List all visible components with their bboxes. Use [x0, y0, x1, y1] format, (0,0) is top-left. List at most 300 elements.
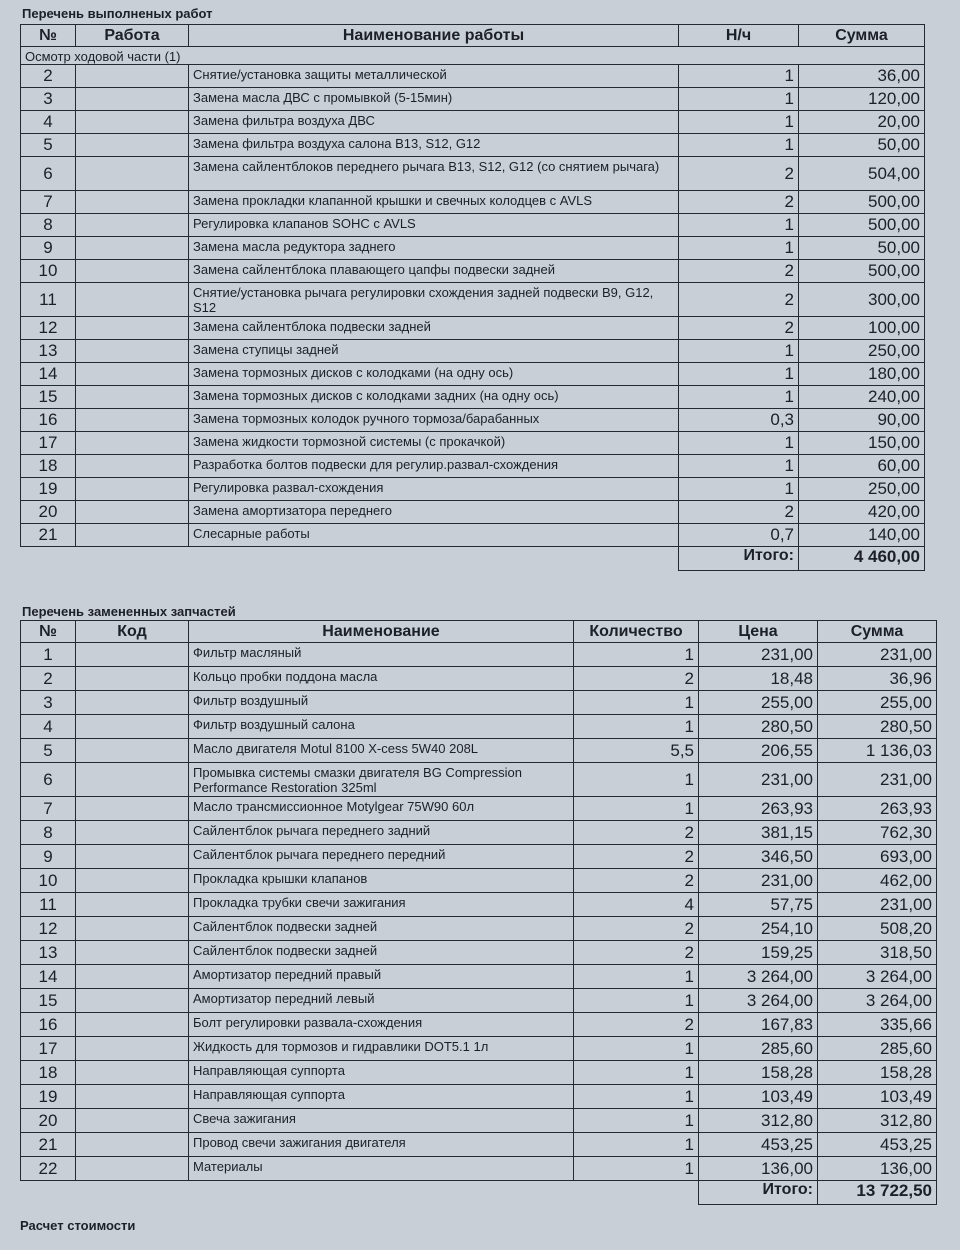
works-row [21, 157, 925, 191]
parts-row-qty: 2 [574, 821, 699, 845]
works-row-name: Снятие/установка рычага регулировки схождения задней подвески B9, G12, S12 [189, 283, 679, 317]
parts-row-price: 167,83 [699, 1013, 818, 1037]
parts-row [21, 643, 937, 667]
parts-row [21, 797, 937, 821]
parts-row [21, 1013, 937, 1037]
parts-row-num: 11 [21, 893, 76, 917]
parts-row [21, 869, 937, 893]
works-row-name: Замена прокладки клапанной крышки и свечных колодцев с AVLS [189, 191, 679, 214]
parts-row [21, 1085, 937, 1109]
parts-row-num: 17 [21, 1037, 76, 1061]
parts-row-sum: 158,28 [818, 1061, 937, 1085]
works-row-job [76, 88, 189, 111]
works-body [21, 47, 925, 547]
works-row-job [76, 409, 189, 432]
parts-row-num: 4 [21, 715, 76, 739]
works-row-sum: 50,00 [799, 134, 925, 157]
parts-row-qty: 1 [574, 643, 699, 667]
parts-row-price: 3 264,00 [699, 965, 818, 989]
parts-row-name: Сайлентблок рычага переднего передний [189, 845, 574, 869]
parts-row-price: 57,75 [699, 893, 818, 917]
parts-row-qty: 5,5 [574, 739, 699, 763]
parts-row-qty: 1 [574, 1061, 699, 1085]
parts-row-sum: 231,00 [818, 763, 937, 797]
parts-total-spacer [21, 1181, 699, 1205]
works-row-sum: 150,00 [799, 432, 925, 455]
parts-row-qty: 1 [574, 1133, 699, 1157]
parts-row-name: Масло двигателя Motul 8100 X-cess 5W40 208L [189, 739, 574, 763]
works-row-num: 11 [21, 283, 76, 317]
parts-row-sum: 36,96 [818, 667, 937, 691]
works-row-sum: 20,00 [799, 111, 925, 134]
parts-row-qty: 4 [574, 893, 699, 917]
works-row-job [76, 191, 189, 214]
parts-header-name: Наименование [189, 621, 574, 643]
parts-row-qty: 1 [574, 1085, 699, 1109]
parts-row-name: Сайлентблок рычага переднего задний [189, 821, 574, 845]
parts-row [21, 893, 937, 917]
parts-row-price: 312,80 [699, 1109, 818, 1133]
parts-row-num: 16 [21, 1013, 76, 1037]
parts-row-qty: 1 [574, 715, 699, 739]
works-row-num: 21 [21, 524, 76, 547]
parts-row-price: 136,00 [699, 1157, 818, 1181]
works-row-sum: 140,00 [799, 524, 925, 547]
parts-row [21, 1109, 937, 1133]
parts-row-sum: 508,20 [818, 917, 937, 941]
parts-row-qty: 1 [574, 965, 699, 989]
parts-row [21, 845, 937, 869]
parts-header-sum: Сумма [818, 621, 937, 643]
works-row [21, 134, 925, 157]
works-row-job [76, 432, 189, 455]
works-row-job [76, 363, 189, 386]
works-row-hours: 0,7 [679, 524, 799, 547]
parts-row-name: Промывка системы смазки двигателя BG Compression Performance Restoration 325ml [189, 763, 574, 797]
works-row-name: Регулировка развал-схождения [189, 478, 679, 501]
parts-row-code [76, 1109, 189, 1133]
parts-row-num: 8 [21, 821, 76, 845]
works-header-num: № [21, 25, 76, 47]
works-row-name: Замена тормозных дисков с колодками (на одну ось) [189, 363, 679, 386]
parts-row-name: Амортизатор передний правый [189, 965, 574, 989]
works-row-job [76, 65, 189, 88]
works-row-hours: 1 [679, 237, 799, 260]
parts-row-num: 19 [21, 1085, 76, 1109]
parts-row-code [76, 869, 189, 893]
works-row [21, 260, 925, 283]
parts-row-qty: 1 [574, 1109, 699, 1133]
calc-title: Расчет стоимости [20, 1218, 136, 1233]
parts-row [21, 1133, 937, 1157]
works-row-job [76, 214, 189, 237]
works-row-job [76, 386, 189, 409]
parts-total-value: 13 722,50 [818, 1181, 937, 1205]
works-row-hours: 2 [679, 501, 799, 524]
parts-row-name: Прокладка трубки свечи зажигания [189, 893, 574, 917]
works-row-sum: 500,00 [799, 214, 925, 237]
parts-row-qty: 2 [574, 845, 699, 869]
parts-body [21, 643, 937, 1181]
works-row-hours: 1 [679, 340, 799, 363]
works-row-num: 15 [21, 386, 76, 409]
parts-row-sum: 1 136,03 [818, 739, 937, 763]
works-row-name: Замена фильтра воздуха салона B13, S12, G12 [189, 134, 679, 157]
parts-row-name: Фильтр воздушный [189, 691, 574, 715]
works-row-hours: 2 [679, 191, 799, 214]
works-row-sum: 100,00 [799, 317, 925, 340]
parts-row-qty: 2 [574, 667, 699, 691]
parts-row-code [76, 739, 189, 763]
works-row-job [76, 134, 189, 157]
parts-header-num: № [21, 621, 76, 643]
parts-row [21, 1061, 937, 1085]
parts-row-qty: 2 [574, 941, 699, 965]
works-row-name: Регулировка клапанов SOHC с AVLS [189, 214, 679, 237]
parts-row-price: 263,93 [699, 797, 818, 821]
parts-row-name: Направляющая суппорта [189, 1061, 574, 1085]
works-row-num: 6 [21, 157, 76, 191]
works-row-job [76, 340, 189, 363]
works-row-job [76, 111, 189, 134]
works-row-name: Замена амортизатора переднего [189, 501, 679, 524]
parts-row-num: 3 [21, 691, 76, 715]
parts-row-name: Материалы [189, 1157, 574, 1181]
works-row-num: 8 [21, 214, 76, 237]
works-row-sum: 36,00 [799, 65, 925, 88]
parts-row-sum: 263,93 [818, 797, 937, 821]
works-row-hours: 1 [679, 432, 799, 455]
works-row-name: Замена тормозных колодок ручного тормоза/барабанных [189, 409, 679, 432]
parts-row-price: 231,00 [699, 643, 818, 667]
parts-row-code [76, 989, 189, 1013]
parts-row-sum: 453,25 [818, 1133, 937, 1157]
works-row-name: Замена фильтра воздуха ДВС [189, 111, 679, 134]
parts-row-num: 13 [21, 941, 76, 965]
parts-table [20, 620, 937, 1205]
parts-row-name: Сайлентблок подвески задней [189, 917, 574, 941]
works-row-hours: 1 [679, 478, 799, 501]
parts-row-price: 158,28 [699, 1061, 818, 1085]
works-row [21, 340, 925, 363]
works-row-num: 16 [21, 409, 76, 432]
works-row-job [76, 317, 189, 340]
works-row-name: Замена масла ДВС с промывкой (5-15мин) [189, 88, 679, 111]
works-row-sum: 420,00 [799, 501, 925, 524]
works-row-name: Замена сайлентблока подвески задней [189, 317, 679, 340]
works-row-sum: 504,00 [799, 157, 925, 191]
works-row-name: Замена масла редуктора заднего [189, 237, 679, 260]
parts-row-name: Кольцо пробки поддона масла [189, 667, 574, 691]
parts-row-code [76, 797, 189, 821]
parts-row [21, 989, 937, 1013]
parts-row-num: 1 [21, 643, 76, 667]
works-total-spacer [21, 547, 679, 571]
parts-row-price: 453,25 [699, 1133, 818, 1157]
works-row [21, 478, 925, 501]
parts-row-name: Жидкость для тормозов и гидравлики DOT5.1 1л [189, 1037, 574, 1061]
works-group-row [21, 47, 925, 65]
parts-title: Перечень замененных запчастей [22, 604, 236, 619]
works-row-name: Замена ступицы задней [189, 340, 679, 363]
works-header-job: Работа [76, 25, 189, 47]
parts-row-qty: 2 [574, 917, 699, 941]
parts-row-code [76, 893, 189, 917]
parts-row-qty: 1 [574, 1037, 699, 1061]
parts-row-code [76, 691, 189, 715]
works-row-name: Замена сайлентблока плавающего цапфы подвески задней [189, 260, 679, 283]
works-row-num: 19 [21, 478, 76, 501]
works-row-hours: 1 [679, 214, 799, 237]
parts-row-code [76, 821, 189, 845]
parts-row-name: Прокладка крышки клапанов [189, 869, 574, 893]
works-row-num: 5 [21, 134, 76, 157]
works-row-sum: 500,00 [799, 260, 925, 283]
parts-row-code [76, 965, 189, 989]
works-row-name: Замена сайлентблоков переднего рычага B13, S12, G12 (со снятием рычага) [189, 157, 679, 191]
works-row-hours: 1 [679, 386, 799, 409]
parts-row [21, 739, 937, 763]
parts-row-qty: 2 [574, 869, 699, 893]
parts-row-sum: 693,00 [818, 845, 937, 869]
parts-row-qty: 1 [574, 691, 699, 715]
parts-row-sum: 103,49 [818, 1085, 937, 1109]
parts-row-sum: 136,00 [818, 1157, 937, 1181]
parts-row-code [76, 941, 189, 965]
parts-row-sum: 255,00 [818, 691, 937, 715]
works-row-name: Замена тормозных дисков с колодками задних (на одну ось) [189, 386, 679, 409]
parts-row-num: 14 [21, 965, 76, 989]
parts-row-price: 159,25 [699, 941, 818, 965]
works-row-name: Разработка болтов подвески для регулир.развал-схождения [189, 455, 679, 478]
parts-row-qty: 1 [574, 763, 699, 797]
parts-row-price: 254,10 [699, 917, 818, 941]
parts-row [21, 821, 937, 845]
parts-row-sum: 335,66 [818, 1013, 937, 1037]
works-row-hours: 1 [679, 363, 799, 386]
parts-row-code [76, 715, 189, 739]
parts-row-name: Свеча зажигания [189, 1109, 574, 1133]
parts-row-name: Фильтр воздушный салона [189, 715, 574, 739]
works-header-sum: Сумма [799, 25, 925, 47]
works-row-num: 18 [21, 455, 76, 478]
works-row [21, 237, 925, 260]
works-row-sum: 250,00 [799, 478, 925, 501]
works-row-sum: 50,00 [799, 237, 925, 260]
works-row [21, 432, 925, 455]
works-row-num: 20 [21, 501, 76, 524]
parts-row-code [76, 1013, 189, 1037]
works-row-num: 10 [21, 260, 76, 283]
works-title: Перечень выполненых работ [22, 6, 213, 21]
works-row-name: Снятие/установка защиты металлической [189, 65, 679, 88]
parts-row-price: 206,55 [699, 739, 818, 763]
works-row-sum: 240,00 [799, 386, 925, 409]
works-row-sum: 120,00 [799, 88, 925, 111]
works-total-value: 4 460,00 [799, 547, 925, 571]
parts-row [21, 715, 937, 739]
works-row-sum: 250,00 [799, 340, 925, 363]
parts-row-num: 6 [21, 763, 76, 797]
works-row-job [76, 501, 189, 524]
works-total-row [21, 547, 925, 571]
parts-row-code [76, 1085, 189, 1109]
parts-row-name: Масло трансмиссионное Motylgear 75W90 60л [189, 797, 574, 821]
parts-total-label: Итого: [699, 1181, 818, 1205]
parts-row-code [76, 1133, 189, 1157]
parts-row [21, 917, 937, 941]
works-header-hours: Н/ч [679, 25, 799, 47]
parts-row-num: 10 [21, 869, 76, 893]
parts-row-qty: 1 [574, 989, 699, 1013]
works-row-sum: 180,00 [799, 363, 925, 386]
parts-row-sum: 318,50 [818, 941, 937, 965]
parts-row-name: Болт регулировки развала-схождения [189, 1013, 574, 1037]
works-row-job [76, 524, 189, 547]
works-row-num: 9 [21, 237, 76, 260]
parts-row-price: 346,50 [699, 845, 818, 869]
parts-row-num: 2 [21, 667, 76, 691]
parts-row-name: Провод свечи зажигания двигателя [189, 1133, 574, 1157]
parts-row-name: Направляющая суппорта [189, 1085, 574, 1109]
works-group-label: Осмотр ходовой части (1) [21, 47, 925, 65]
works-total-label: Итого: [679, 547, 799, 571]
works-row [21, 191, 925, 214]
parts-row-sum: 231,00 [818, 643, 937, 667]
works-row [21, 524, 925, 547]
works-row-sum: 500,00 [799, 191, 925, 214]
works-row-hours: 0,3 [679, 409, 799, 432]
parts-row-code [76, 845, 189, 869]
works-row-hours: 2 [679, 283, 799, 317]
parts-header-row [21, 621, 937, 643]
parts-row-code [76, 1037, 189, 1061]
parts-row-price: 3 264,00 [699, 989, 818, 1013]
works-row-hours: 1 [679, 65, 799, 88]
works-header-row [21, 25, 925, 47]
works-row-hours: 1 [679, 134, 799, 157]
works-header-name: Наименование работы [189, 25, 679, 47]
parts-row [21, 1037, 937, 1061]
works-row-job [76, 283, 189, 317]
works-row-name: Замена жидкости тормозной системы (с прокачкой) [189, 432, 679, 455]
parts-row-code [76, 1157, 189, 1181]
parts-row-num: 15 [21, 989, 76, 1013]
parts-row-price: 103,49 [699, 1085, 818, 1109]
works-row-hours: 1 [679, 88, 799, 111]
works-row [21, 455, 925, 478]
parts-row-sum: 462,00 [818, 869, 937, 893]
parts-row-name: Амортизатор передний левый [189, 989, 574, 1013]
works-row-job [76, 157, 189, 191]
works-row-hours: 2 [679, 157, 799, 191]
works-row-num: 4 [21, 111, 76, 134]
works-row-num: 7 [21, 191, 76, 214]
parts-row-sum: 3 264,00 [818, 989, 937, 1013]
parts-total-row [21, 1181, 937, 1205]
parts-row-price: 18,48 [699, 667, 818, 691]
works-row-hours: 2 [679, 260, 799, 283]
parts-row-qty: 1 [574, 1157, 699, 1181]
works-row [21, 501, 925, 524]
works-row-job [76, 237, 189, 260]
parts-row-code [76, 763, 189, 797]
parts-row-num: 9 [21, 845, 76, 869]
parts-row-sum: 312,80 [818, 1109, 937, 1133]
works-row-num: 14 [21, 363, 76, 386]
parts-row-qty: 1 [574, 797, 699, 821]
works-row [21, 363, 925, 386]
parts-row [21, 965, 937, 989]
parts-row-num: 21 [21, 1133, 76, 1157]
parts-row-code [76, 643, 189, 667]
parts-row-num: 5 [21, 739, 76, 763]
parts-row-price: 231,00 [699, 869, 818, 893]
parts-row-sum: 231,00 [818, 893, 937, 917]
parts-row-sum: 3 264,00 [818, 965, 937, 989]
parts-row-num: 20 [21, 1109, 76, 1133]
parts-row-code [76, 1061, 189, 1085]
works-row-sum: 90,00 [799, 409, 925, 432]
parts-row [21, 691, 937, 715]
parts-row-qty: 2 [574, 1013, 699, 1037]
parts-row [21, 667, 937, 691]
works-row-hours: 1 [679, 111, 799, 134]
works-row [21, 214, 925, 237]
parts-row-code [76, 667, 189, 691]
works-row-num: 13 [21, 340, 76, 363]
works-row [21, 88, 925, 111]
works-row-hours: 1 [679, 455, 799, 478]
parts-row-price: 280,50 [699, 715, 818, 739]
works-row-name: Слесарные работы [189, 524, 679, 547]
works-row-num: 17 [21, 432, 76, 455]
parts-row-price: 285,60 [699, 1037, 818, 1061]
works-row-num: 12 [21, 317, 76, 340]
parts-header-qty: Количество [574, 621, 699, 643]
works-row [21, 65, 925, 88]
works-row-job [76, 260, 189, 283]
parts-row-code [76, 917, 189, 941]
works-row-sum: 60,00 [799, 455, 925, 478]
parts-header-code: Код [76, 621, 189, 643]
works-row-num: 3 [21, 88, 76, 111]
parts-row-sum: 762,30 [818, 821, 937, 845]
parts-row-num: 18 [21, 1061, 76, 1085]
parts-row-sum: 280,50 [818, 715, 937, 739]
works-row [21, 386, 925, 409]
parts-row-num: 12 [21, 917, 76, 941]
parts-row-sum: 285,60 [818, 1037, 937, 1061]
works-row [21, 283, 925, 317]
works-row-sum: 300,00 [799, 283, 925, 317]
works-row-hours: 2 [679, 317, 799, 340]
parts-header-price: Цена [699, 621, 818, 643]
parts-row-price: 255,00 [699, 691, 818, 715]
parts-row-name: Фильтр масляный [189, 643, 574, 667]
parts-row-num: 22 [21, 1157, 76, 1181]
works-row-job [76, 478, 189, 501]
works-table [20, 24, 925, 571]
parts-row-price: 231,00 [699, 763, 818, 797]
works-row-num: 2 [21, 65, 76, 88]
parts-row-name: Сайлентблок подвески задней [189, 941, 574, 965]
works-row [21, 317, 925, 340]
parts-row [21, 1157, 937, 1181]
parts-row-num: 7 [21, 797, 76, 821]
works-row-job [76, 455, 189, 478]
works-row [21, 409, 925, 432]
